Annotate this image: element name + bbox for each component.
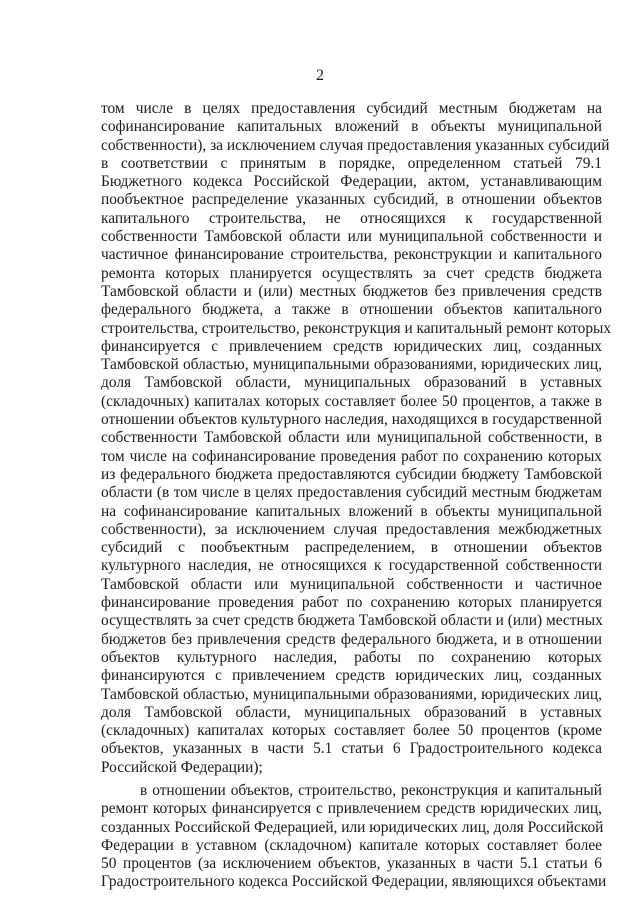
text-line: области (в том числе в целях предоставления субсидий местным бюджетам — [101, 484, 602, 502]
text-line: капитального строительства, не относящихся к государственной — [101, 209, 602, 227]
text-line: том числе на софинансирование проведения работ по сохранению которых — [101, 447, 602, 465]
text-line: пообъектное распределение указанных субсидий, в отношении объектов — [101, 191, 602, 209]
paragraph-2 — [101, 781, 607, 892]
text-line: (складочных) капиталах которых составляет более 50 процентов, а также в — [101, 392, 602, 410]
text-line: доля Тамбовской области, муниципальных образований в уставных — [101, 374, 602, 392]
text-line: том числе в целях предоставления субсидий местным бюджетам на — [101, 100, 602, 117]
text-line: финансирование проведения работ по сохранению которых планируется — [101, 594, 602, 612]
text-line: объектов, указанных в части 5.1 статьи 6 Градостроительного кодекса — [101, 740, 602, 758]
text-line: Градостроительного кодекса Российской Федерации, являющихся объектами — [101, 873, 607, 891]
text-line: ремонта которых планируется осуществлять за счет средств бюджета — [101, 264, 602, 282]
page-number: 2 — [316, 67, 324, 84]
text-line: Федерации в уставном (складочном) капитале которых составляет более — [101, 836, 602, 854]
text-line: на софинансирование капитальных вложений в объекты муниципальной — [101, 502, 602, 520]
text-line: (складочных) капиталах которых составляет более 50 процентов (кроме — [101, 722, 602, 740]
text-line: Российской Федерации); — [101, 758, 263, 776]
text-line: Тамбовской областью, муниципальными образованиями, юридических лиц, — [101, 685, 602, 703]
text-line: частичное финансирование строительства, реконструкции и капитального — [101, 246, 602, 264]
text-line: субсидий с пообъектным распределением, в отношении объектов — [101, 539, 602, 557]
text-line: в отношении объектов, строительство, реконструкция и капитальный — [140, 781, 602, 799]
text-line: строительства, строительство, реконструкция и капитальный ремонт которых — [101, 319, 612, 337]
text-line: Бюджетного кодекса Российской Федерации, актом, устанавливающим — [101, 173, 602, 191]
text-line: Тамбовской области и (или) местных бюджетов без привлечения средств — [101, 282, 602, 300]
text-line: собственности Тамбовской области или муниципальной собственности, в — [101, 429, 602, 447]
text-line: отношении объектов культурного наследия, находящихся в государственной — [101, 411, 602, 429]
text-line: собственности), за исключением случая предоставления межбюджетных — [101, 520, 602, 538]
text-line: доля Тамбовской области, муниципальных образований в уставных — [101, 703, 602, 721]
text-line: ремонт которых финансируется с привлечением средств юридических лиц, — [101, 800, 602, 818]
text-line: из федерального бюджета предоставляются субсидии бюджету Тамбовской — [101, 465, 602, 483]
text-line: объектов культурного наследия, работы по сохранению которых — [101, 648, 602, 666]
text-line: федерального бюджета, а также в отношении объектов капитального — [101, 301, 602, 319]
text-line: культурного наследия, не относящихся к государственной собственности — [101, 557, 602, 575]
text-line: собственности), за исключением случая предоставления указанных субсидий — [101, 136, 610, 154]
text-line: Тамбовской областью, муниципальными образованиями, юридических лиц, — [101, 356, 602, 374]
paragraph-1 — [101, 100, 612, 777]
text-line: осуществлять за счет средств бюджета Тамбовской области и (или) местных — [101, 612, 603, 630]
text-line: созданных Российской Федерацией, или юридических лиц, доля Российской — [101, 818, 604, 836]
text-line: софинансирование капитальных вложений в объекты муниципальной — [101, 118, 602, 136]
text-line: финансируются с привлечением средств юридических лиц, созданных — [101, 667, 602, 685]
text-line: в соответствии с принятым в порядке, определенном статьей 79.1 — [101, 154, 602, 172]
text-line: 50 процентов (за исключением объектов, указанных в части 5.1 статьи 6 — [101, 855, 602, 873]
text-line: бюджетов без привлечения средств федерального бюджета, и в отношении — [101, 630, 602, 648]
text-line: собственности Тамбовской области или муниципальной собственности и — [101, 228, 602, 246]
document-body — [101, 100, 612, 892]
text-line: финансируется с привлечением средств юридических лиц, созданных — [101, 337, 602, 355]
text-line: Тамбовской области или муниципальной собственности и частичное — [101, 575, 602, 593]
